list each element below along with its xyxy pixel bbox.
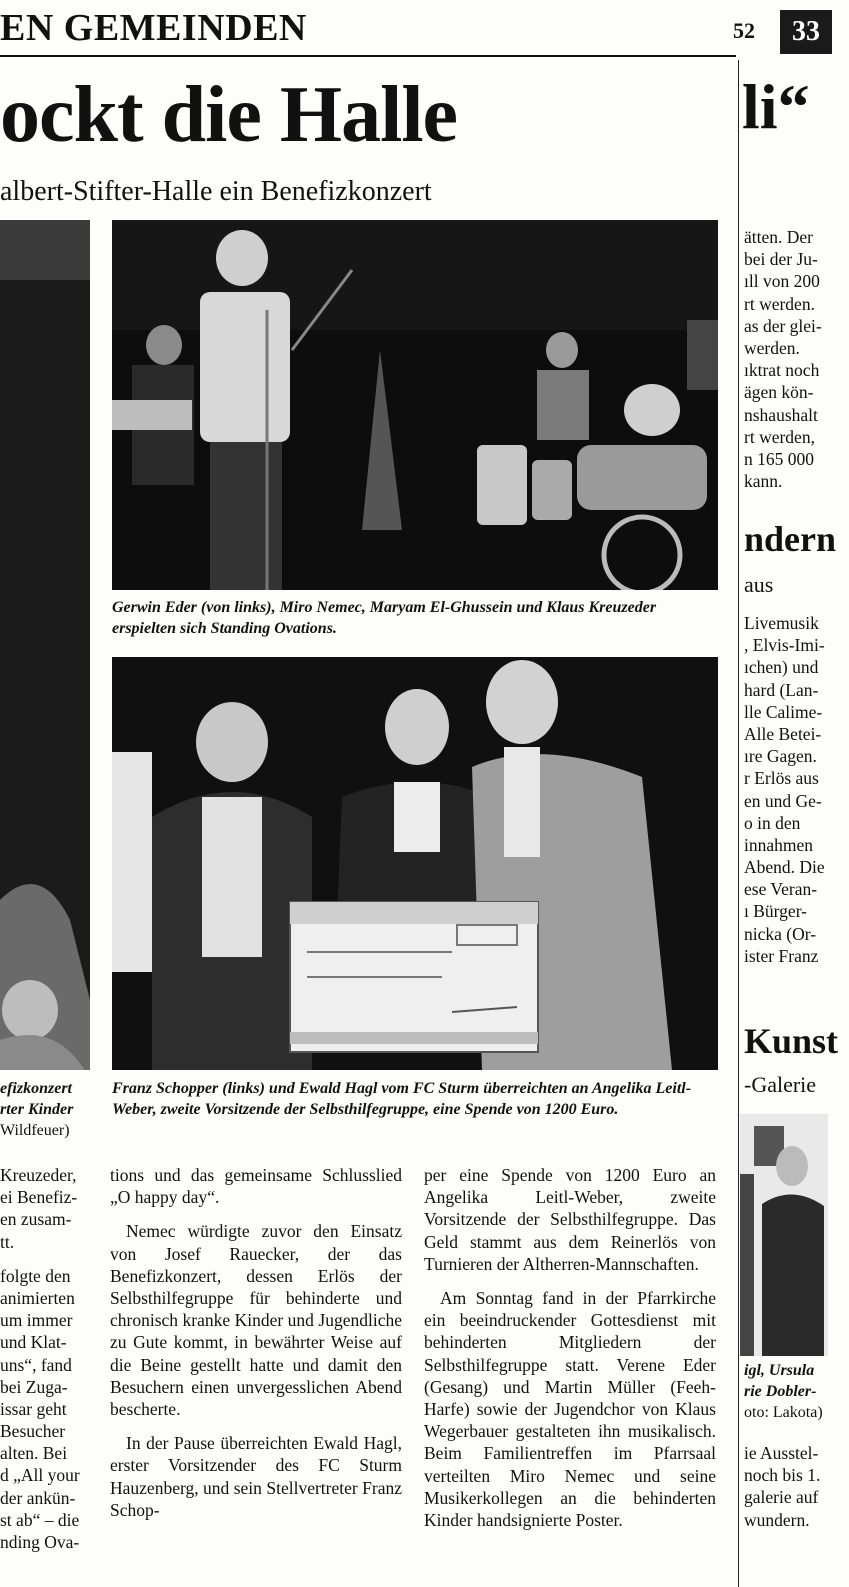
text-line: lle Calime- <box>744 701 823 722</box>
text-line: Livemusik <box>744 613 819 633</box>
paragraph: per eine Spende von 1200 Euro an Angelika Leitl-Weber, zweite Vorsitzende der Selbsthilfegruppe. Das Geld stammt aus dem Reinerlös von Turnieren der Altherren-Mannschaften. <box>424 1165 716 1274</box>
sidebar-heading-3: Kunst <box>744 1021 839 1061</box>
text-line: ıll von 200 <box>744 271 820 292</box>
text-line: ägen kön- <box>744 382 814 403</box>
column-divider <box>738 60 739 1587</box>
text-line: innahmen <box>744 834 814 855</box>
text-line: en und Ge- <box>744 790 822 811</box>
text-line: werden. <box>744 337 800 358</box>
text-line: st ab“ – die <box>0 1509 80 1530</box>
right-headline-fragment: li“ <box>742 71 810 142</box>
text-line: as der glei- <box>744 315 822 336</box>
text-line: en zusam- <box>0 1209 72 1230</box>
text-line: der ankün- <box>0 1487 76 1508</box>
caption-line: Wildfeuer) <box>0 1122 70 1139</box>
text-line: rt werden. <box>744 293 815 314</box>
text-line: r Erlös aus <box>744 768 819 789</box>
subheadline: albert-Stifter-Halle ein Benefizkonzert <box>0 176 432 207</box>
concert-photo-caption: Gerwin Eder (von links), Miro Nemec, Maryam El-Ghussein und Klaus Kreuzeder erspielten sich Standing Ovations. <box>112 599 657 637</box>
cheque-photo-caption: Franz Schopper (links) und Ewald Hagl vom FC Sturm überreichten an Angelika Leitl-Weber, zweite Vorsitzende der Selbsthilfegruppe, eine Spende von 1200 Euro. <box>112 1080 692 1118</box>
text-line: nding Ova- <box>0 1532 80 1552</box>
left-photo-caption <box>0 1078 96 1141</box>
sidebar-text-mid <box>744 612 828 967</box>
text-line: hard (Lan- <box>744 679 819 700</box>
text-line: Kreuzeder, <box>0 1165 77 1185</box>
text-line: ie Ausstel- <box>744 1443 819 1463</box>
text-line: issar geht <box>0 1398 67 1419</box>
text-line: ı Bürger- <box>744 901 807 922</box>
text-line: tt. <box>0 1231 15 1252</box>
text-line <box>0 1253 96 1265</box>
text-line: uns“, fand <box>0 1354 72 1375</box>
text-line: o in den <box>744 812 801 833</box>
text-line: Besucher <box>0 1421 66 1442</box>
text-line: bei der Ju- <box>744 249 818 270</box>
text-line: noch bis 1. <box>744 1465 821 1486</box>
paragraph: tions und das gemeinsame Schlusslied „O happy day“. <box>110 1165 402 1208</box>
text-line: ätten. Der <box>744 227 813 247</box>
text-line: bei Zuga- <box>0 1376 68 1397</box>
caption-line: oto: Lakota) <box>744 1404 823 1421</box>
sidebar-heading-2: ndern <box>744 519 837 559</box>
left-text-column <box>0 1164 96 1553</box>
text-line: und Klat- <box>0 1332 67 1353</box>
text-line: nicka (Or- <box>744 923 817 944</box>
caption-line: igl, Ursula <box>744 1362 815 1379</box>
caption-line: efizkonzert <box>0 1080 72 1097</box>
text-line: wundern. <box>744 1509 810 1530</box>
text-line: ıchen) und <box>744 657 819 678</box>
text-line: n 165 000 <box>744 448 814 469</box>
text-line: ıktrat noch <box>744 360 820 381</box>
page-number: 33 <box>780 10 832 54</box>
text-line: ıre Gagen. <box>744 746 817 767</box>
paragraph: Am Sonntag fand in der Pfarrkirche ein beeindruckender Gottesdienst mit behinderten Mitgliedern der Selbsthilfegruppe statt. Verene Eder (Gesang) und Martin Müller (Feeh-Harfe) sowie der Jugendchor von Klaus Wegerbauer gestalteten ihn musikalisch. Beim Familientreffen im Pfarrsaal verteilten Miro Nemec und seine Musikerkollegen an die behinderten Kinder handsignierte Poster. <box>424 1288 716 1531</box>
sidebar-subheading-2: aus <box>744 572 774 597</box>
text-line: ei Benefiz- <box>0 1187 78 1208</box>
text-line: folgte den <box>0 1265 71 1286</box>
text-line: alten. Bei <box>0 1443 68 1464</box>
caption-line: rter Kinder <box>0 1101 74 1118</box>
body-column-2 <box>424 1164 716 1543</box>
text-line: d „All your <box>0 1465 80 1486</box>
text-line: galerie auf <box>744 1487 819 1508</box>
text-line: rt werden, <box>744 426 815 447</box>
text-line: ese Veran- <box>744 879 818 900</box>
body-column-1 <box>110 1164 402 1533</box>
header-rule <box>0 55 736 57</box>
headline: ockt die Halle <box>0 71 458 159</box>
left-cropped-photo <box>0 220 90 1070</box>
paragraph: In der Pause überreichten Ewald Hagl, erster Vorsitzender des FC Sturm Hauzenberg, und sein Stellvertreter Franz Schop- <box>110 1433 402 1520</box>
previous-page-number: 52 <box>733 18 755 43</box>
sidebar-text-bottom <box>744 1442 828 1531</box>
sidebar-photo-caption <box>744 1360 828 1423</box>
text-line: Abend. Die <box>744 857 825 878</box>
text-line: animierten <box>0 1287 75 1308</box>
text-line: nshaushalt <box>744 404 818 425</box>
cheque-photo <box>112 657 718 1070</box>
caption-line: rie Dobler- <box>744 1383 817 1400</box>
text-line: , Elvis-Imi- <box>744 635 825 656</box>
sidebar-text-top <box>744 226 828 492</box>
text-line: ister Franz <box>744 945 819 966</box>
paragraph: Nemec würdigte zuvor den Einsatz von Josef Rauecker, der das Benefizkonzert, dessen Erlös der Selbsthilfegruppe für behinderte und chronisch kranke Kinder und Jugendliche zu Gute kommt, in bewährter Weise auf die Beine gestellt hatte und damit den Besuchern einen unvergesslichen Abend bescherte. <box>110 1221 402 1420</box>
text-line: kann. <box>744 471 783 492</box>
section-title: EN GEMEINDEN <box>0 7 307 49</box>
text-line: Alle Betei- <box>744 723 822 744</box>
sidebar-subheading-3: -Galerie <box>744 1072 817 1097</box>
sidebar-photo <box>740 1114 828 1356</box>
concert-photo <box>112 220 718 590</box>
text-line: um immer <box>0 1310 73 1331</box>
